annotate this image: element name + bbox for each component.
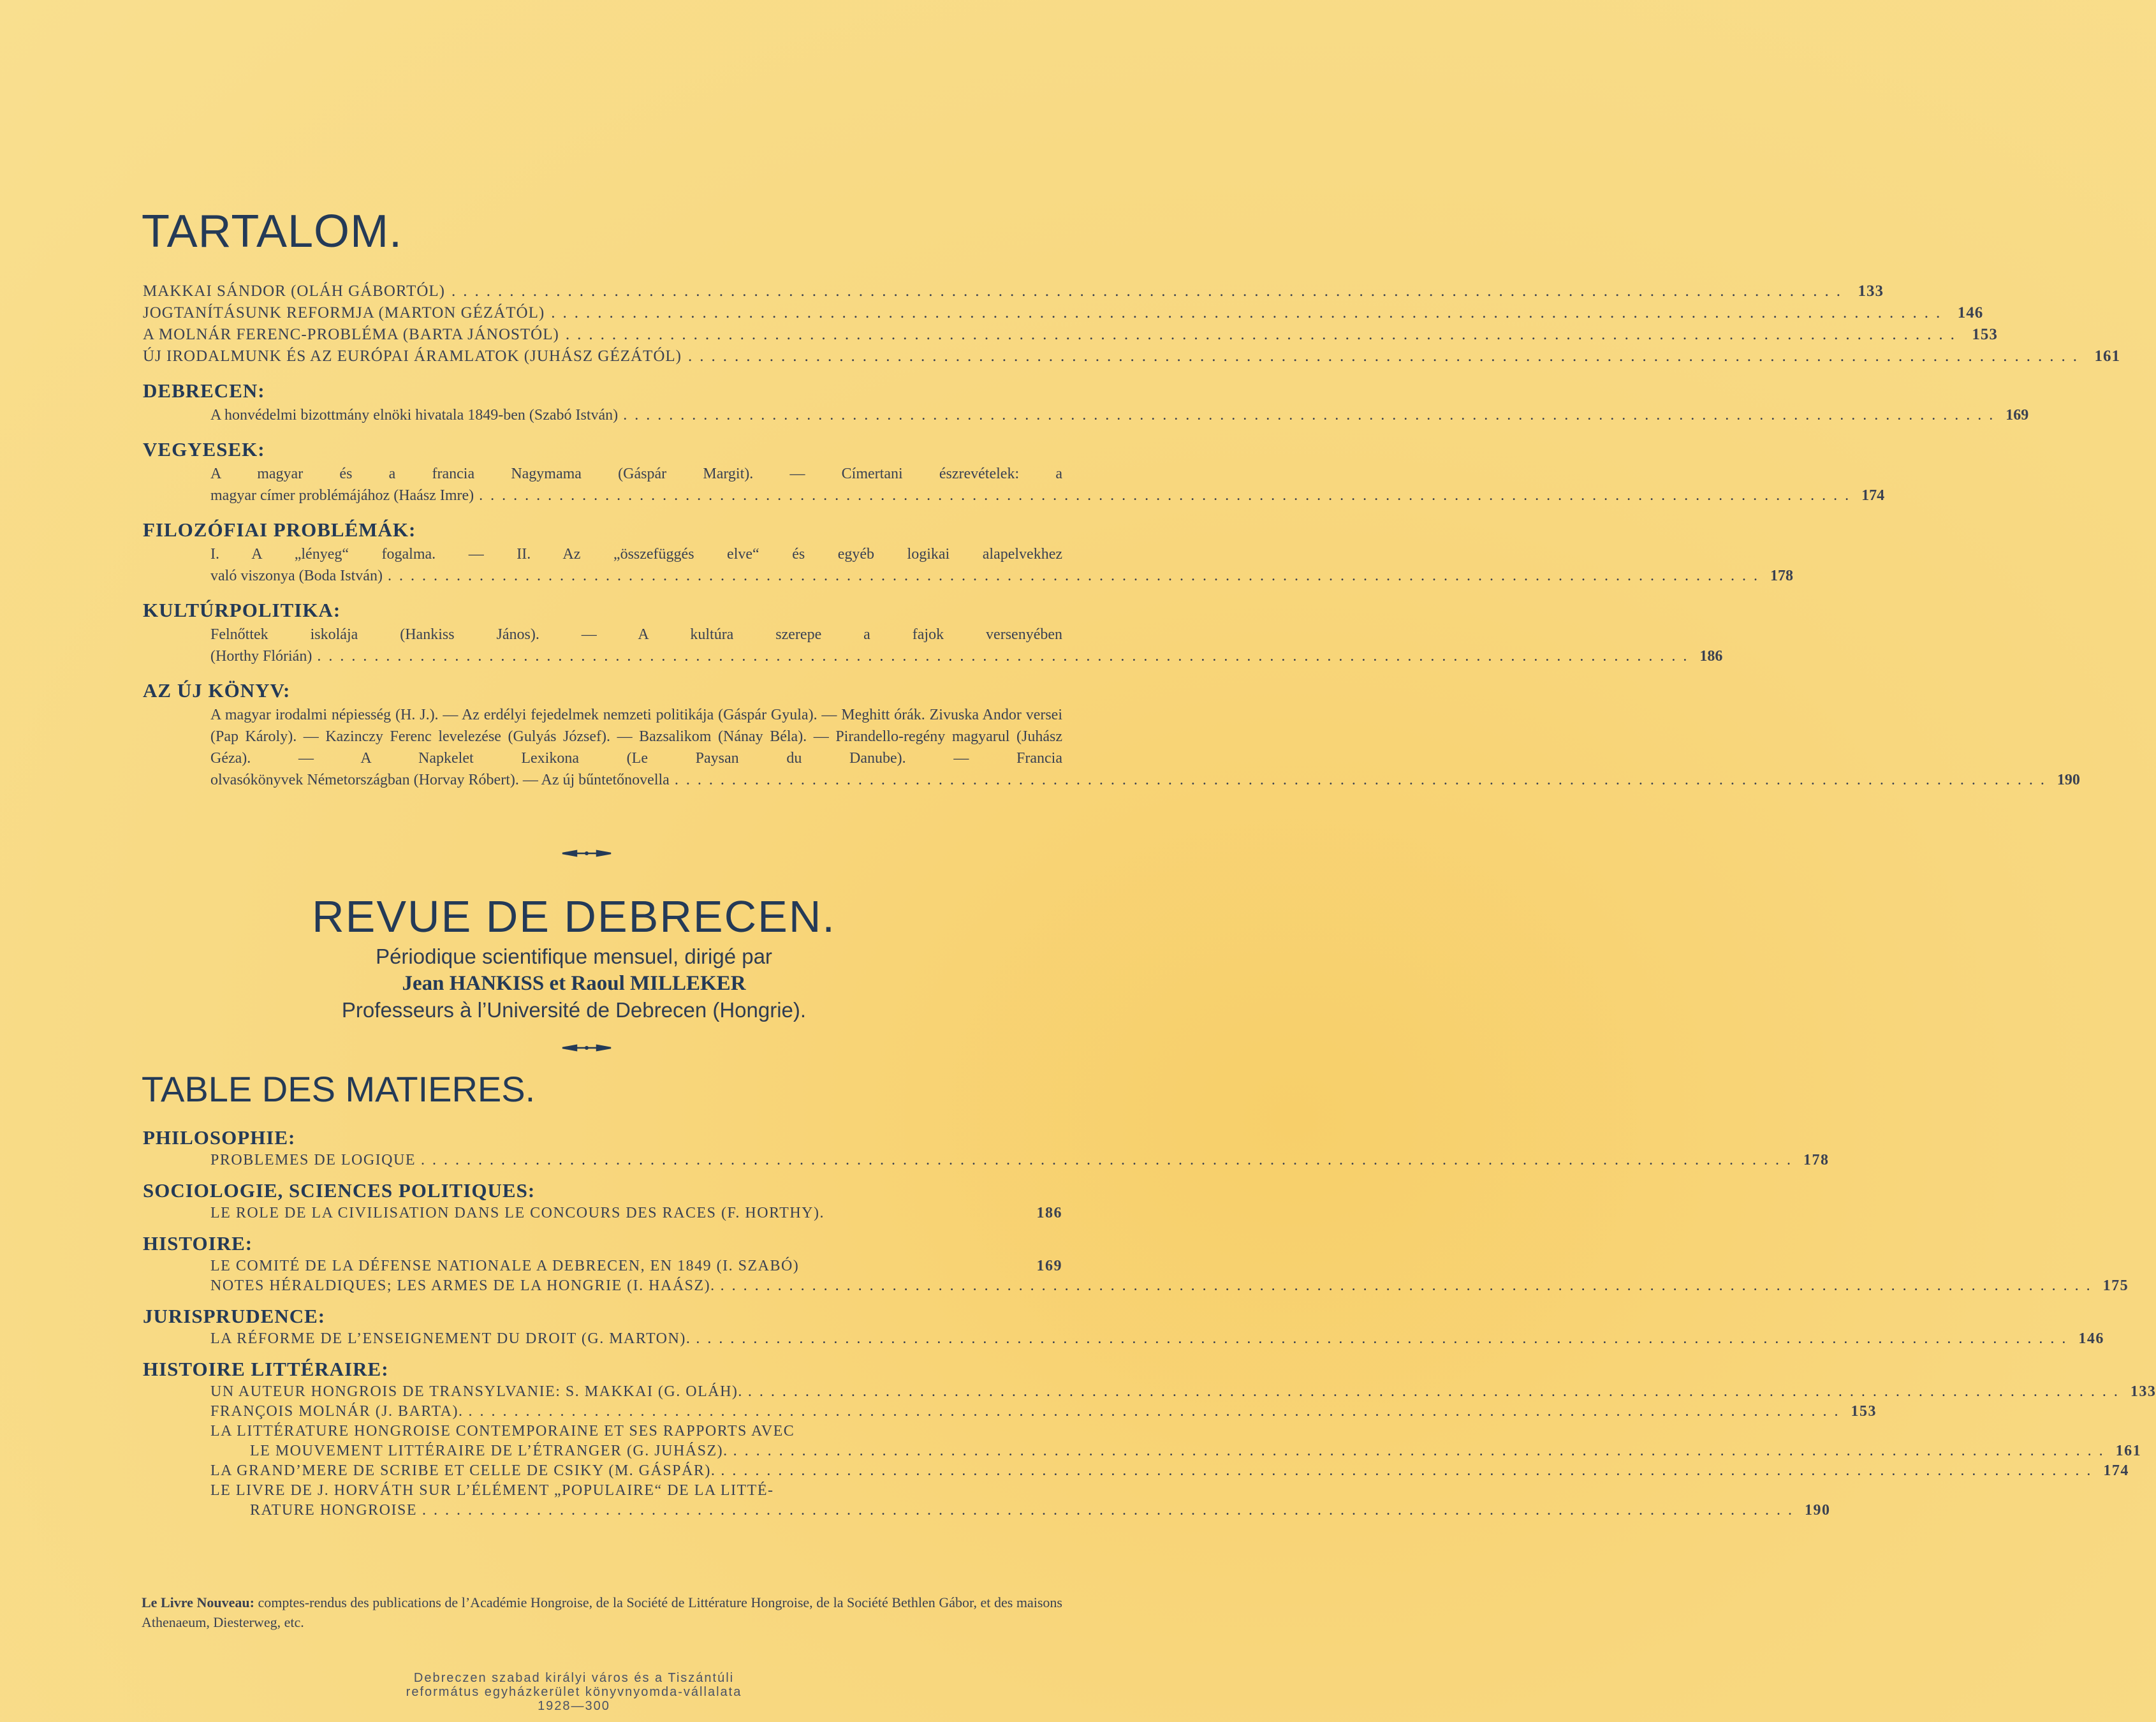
entry-text: A magyar és a francia Nagymama (Gáspár Margit). — Címertani észrevételek: a: [210, 466, 1062, 482]
revue-affiliation: Professeurs à l’Université de Debrecen (Hongrie).: [341, 998, 807, 1022]
revue-subtitle: Périodique scientifique mensuel, dirigé par: [376, 945, 772, 968]
article-row: [143, 281, 1884, 302]
entry-text: Felnőttek iskolája (Hankiss János). — A kultúra szerepe a fajok versenyében: [210, 626, 1062, 643]
section-entry: [210, 404, 2029, 426]
article-row: [143, 346, 2120, 367]
section: [143, 1357, 2156, 1520]
ornament-divider-icon: [561, 848, 612, 858]
page-number: 190: [2057, 772, 2080, 788]
revue-editors: Jean HANKISS et Raoul MILLEKER: [402, 972, 746, 995]
page-number: 186: [1699, 648, 1723, 665]
section-entry: [210, 463, 1885, 506]
page-number: 146: [2078, 1330, 2104, 1347]
entry-text: LE MOUVEMENT LITTÉRAIRE DE L’ÉTRANGER (G. JUHÁSZ).: [250, 1443, 728, 1459]
section-heading: JURISPRUDENCE:: [143, 1305, 326, 1327]
leader-dots: ........................................................................................................................: [687, 348, 2085, 365]
article-title: MAKKAI SÁNDOR (OLÁH GÁBORTÓL): [143, 283, 446, 300]
toc-row: [210, 1256, 1062, 1276]
section: [143, 1178, 1062, 1223]
toc-row: [210, 1151, 1830, 1170]
leader-dots: ........................................................................................................................: [479, 487, 1857, 504]
entry-last-line: [210, 565, 1793, 587]
imprint: [0, 1671, 1148, 1713]
leader-dots: ........................................................................................................................: [623, 407, 2001, 423]
toc-row: [210, 1481, 1062, 1501]
entry-text: LE LIVRE DE J. HORVÁTH SUR L’ÉLÉMENT „POPULAIRE“ DE LA LITTÉ-: [210, 1482, 774, 1499]
entry-last-line: [210, 769, 2080, 791]
section-heading: AZ ÚJ KÖNYV:: [143, 679, 291, 702]
leader-dots: ........................................................................................................................: [721, 1462, 2099, 1479]
toc-row: [210, 1461, 2129, 1481]
section-heading: DEBRECEN:: [143, 379, 265, 402]
leader-dots: ........................................................................................................................: [451, 283, 1849, 300]
toc-row: [210, 1329, 2104, 1349]
entry-text: magyar címer problémájához (Haász Imre): [210, 487, 474, 504]
page-number: 161: [2094, 348, 2120, 365]
section-heading: HISTOIRE:: [143, 1232, 253, 1255]
page-number: 169: [2006, 407, 2029, 423]
leader-dots: ........................................................................................................................: [565, 326, 1962, 343]
toc-row: [210, 1422, 1062, 1441]
section-heading: KULTÚRPOLITIKA:: [143, 599, 341, 621]
entry-text: RATURE HONGROISE: [250, 1502, 418, 1519]
entry-text: I. A „lényeg“ fogalma. — II. Az „összefüggés elve“ és egyéb logikai alapelvekhez: [210, 546, 1062, 563]
imprint-line-1: Debreczen szabad királyi város és a Tiszántúli: [413, 1671, 735, 1685]
section-heading: SOCIOLOGIE, SCIENCES POLITIQUES:: [143, 1179, 536, 1202]
page-number: 178: [1770, 568, 1793, 584]
page-number: 178: [1803, 1152, 1830, 1168]
entry-text: (Horthy Flórián): [210, 648, 312, 665]
section-heading: HISTOIRE LITTÉRAIRE:: [143, 1358, 389, 1380]
toc-row: [210, 1402, 1877, 1422]
entry-text: LE COMITÉ DE LA DÉFENSE NATIONALE A DEBRECEN, EN 1849 (I. SZABÓ): [210, 1258, 800, 1274]
page-number: 174: [1861, 487, 1885, 504]
section-list: [143, 378, 2080, 791]
toc-row: [210, 1382, 2156, 1402]
page-number: 161: [2115, 1443, 2142, 1459]
article-row: [143, 324, 1998, 346]
note-text: comptes-rendus des publications de l’Académie Hongroise, de la Société de Littérature Hongroise, de la Société Bethlen Gábor, et des maisons Athenaeum, Diesterweg, etc.: [142, 1594, 1062, 1630]
leader-dots: ........................................................................................................................: [551, 304, 1948, 321]
section: [143, 597, 1723, 667]
article-title: A MOLNÁR FERENC-PROBLÉMA (BARTA JÁNOSTÓL): [143, 326, 559, 343]
section-entry: [210, 624, 1723, 667]
section: [143, 517, 1793, 587]
article-row: [143, 302, 1984, 324]
toc-row: [210, 1276, 2129, 1296]
imprint-line-2: református egyházkerület könyvnyomda-vállalata: [406, 1685, 742, 1699]
section-entry: [210, 543, 1793, 587]
entry-text: UN AUTEUR HONGROIS DE TRANSYLVANIE: S. MAKKAI (G. OLÁH).: [210, 1383, 743, 1400]
livre-nouveau-note: [142, 1593, 1062, 1632]
leader-dots: ........................................................................................................................: [674, 772, 2052, 788]
page-number: 146: [1957, 304, 1984, 321]
revue-title: REVUE DE DEBRECEN.: [312, 892, 836, 941]
entry-text: FRANÇOIS MOLNÁR (J. BARTA).: [210, 1403, 464, 1420]
french-contents: [143, 1117, 2156, 1520]
contents-title: TARTALOM.: [142, 206, 403, 257]
leader-dots: ........................................................................................................................: [422, 1502, 1800, 1519]
page-number: 186: [1036, 1205, 1062, 1221]
entry-text: LA LITTÉRATURE HONGROISE CONTEMPORAINE ET SES RAPPORTS AVEC: [210, 1423, 795, 1439]
section-heading: PHILOSOPHIE:: [143, 1126, 296, 1149]
article-title: JOGTANÍTÁSUNK REFORMJA (MARTON GÉZÁTÓL): [143, 304, 545, 321]
entry-text: LA GRAND’MERE DE SCRIBE ET CELLE DE CSIKY (M. GÁSPÁR).: [210, 1462, 716, 1479]
section: [143, 1125, 1830, 1170]
page-number: 153: [1851, 1403, 1877, 1420]
article-title: ÚJ IRODALMUNK ÉS AZ EURÓPAI ÁRAMLATOK (JUHÁSZ GÉZÁTÓL): [143, 348, 682, 365]
leader-dots: ........................................................................................................................: [696, 1330, 2074, 1347]
page-number: 190: [1805, 1502, 1831, 1519]
section: [143, 436, 1885, 506]
entry-text: NOTES HÉRALDIQUES; LES ARMES DE LA HONGRIE (I. HAÁSZ).: [210, 1277, 715, 1294]
section-heading: VEGYESEK:: [143, 438, 265, 460]
leader-dots: ........................................................................................................................: [747, 1383, 2125, 1400]
leader-dots: ........................................................................................................................: [421, 1152, 1798, 1168]
page-number: 169: [1036, 1258, 1062, 1274]
entry-text: A magyar irodalmi népiesség (H. J.). — Az erdélyi fejedelmek nemzeti politikája (Gáspár Gyula). — Meghitt órák. Zivuska Andor versei (Pap Károly). — Kazinczy Ferenc levelezése (Gulyás József). — Bazsalikom (Nánay Béla). — Pirandello-regény magyarul (Juhász Géza). — A Napkelet Lexikona (Le Paysan du Danube). — Francia: [210, 707, 1062, 767]
page-number: 133: [2130, 1383, 2156, 1400]
toc-row: [250, 1501, 1831, 1520]
entry-last-line: [210, 404, 2029, 426]
leader-dots: ........................................................................................................................: [720, 1277, 2098, 1294]
hungarian-contents: [143, 281, 2120, 791]
section: [143, 677, 2080, 791]
section-heading: FILOZÓFIAI PROBLÉMÁK:: [143, 519, 416, 541]
section: [143, 1231, 2129, 1296]
section: [143, 1304, 2104, 1349]
toc-row: [250, 1441, 2142, 1461]
entry-last-line: [210, 645, 1723, 667]
section-entry: [210, 704, 2080, 791]
entry-text: LA RÉFORME DE L’ENSEIGNEMENT DU DROIT (G. MARTON).: [210, 1330, 691, 1347]
leader-dots: ........................................................................................................................: [468, 1403, 1846, 1420]
table-des-matieres-title: TABLE DES MATIERES.: [142, 1069, 536, 1109]
leader-dots: ........................................................................................................................: [733, 1443, 2111, 1459]
entry-text: A honvédelmi bizottmány elnöki hivatala 1849-ben (Szabó István): [210, 407, 619, 423]
entry-text: olvasókönyvek Németországban (Horvay Róbert). — Az új bűntetőnovella: [210, 772, 670, 788]
revue-header: [0, 890, 1148, 1024]
note-label: Le Livre Nouveau:: [142, 1594, 254, 1610]
toc-row: [210, 1203, 1062, 1223]
entry-last-line: [210, 485, 1885, 506]
leader-dots: ........................................................................................................................: [317, 648, 1695, 665]
ornament-divider-icon: [561, 1043, 612, 1053]
section: [143, 378, 2029, 426]
page-number: 174: [2103, 1462, 2129, 1479]
imprint-line-3: 1928—300: [538, 1699, 610, 1713]
article-list: [143, 281, 2120, 367]
entry-text: való viszonya (Boda István): [210, 568, 383, 584]
page-number: 133: [1858, 283, 1884, 300]
entry-text: LE ROLE DE LA CIVILISATION DANS LE CONCOURS DES RACES (F. HORTHY).: [210, 1205, 825, 1221]
entry-text: PROBLEMES DE LOGIQUE: [210, 1152, 416, 1168]
leader-dots: ........................................................................................................................: [387, 568, 1765, 584]
page-number: 175: [2102, 1277, 2129, 1294]
page-number: 153: [1972, 326, 1998, 343]
